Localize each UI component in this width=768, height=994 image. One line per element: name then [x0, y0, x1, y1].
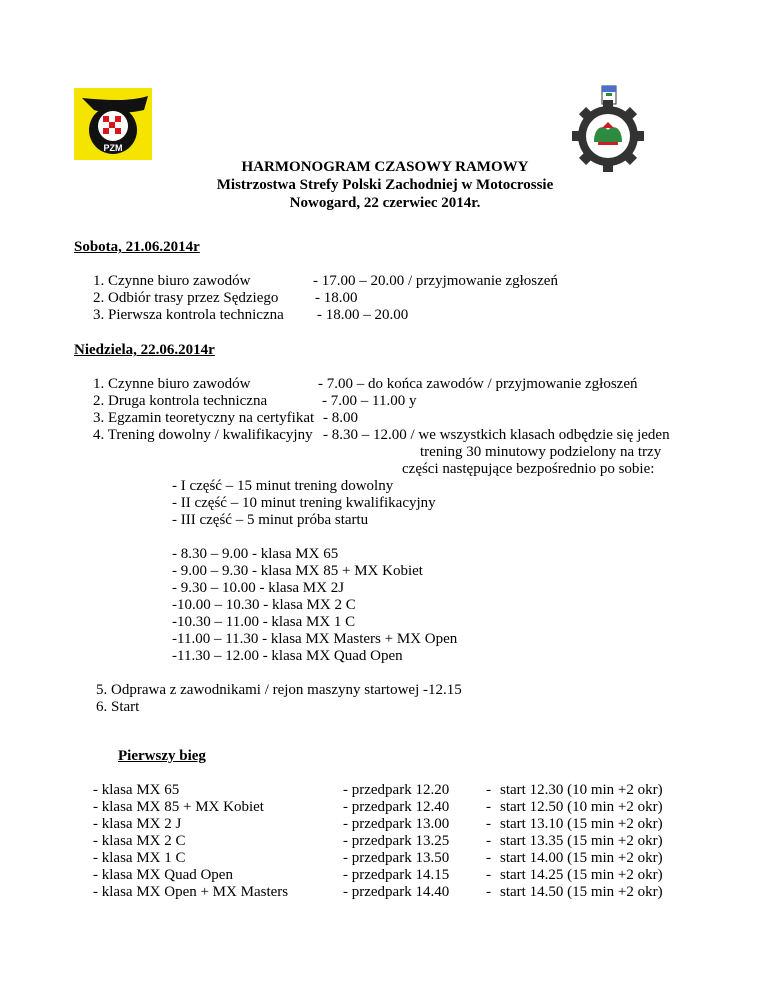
- race-dash: -: [486, 782, 491, 798]
- race-dash: -: [486, 884, 491, 900]
- race-class: - klasa MX Open + MX Masters: [93, 884, 289, 900]
- saturday-item-value: - 18.00 – 20.00: [317, 307, 409, 323]
- saturday-heading: Sobota, 21.06.2014r: [74, 239, 200, 255]
- sunday-item-label: 2. Druga kontrola techniczna: [93, 393, 268, 409]
- race-dash: -: [486, 867, 491, 883]
- race-prepark: - przedpark 14.15: [343, 867, 450, 883]
- saturday-item-label: 1. Czynne biuro zawodów: [93, 273, 251, 289]
- race-start: start 13.10 (15 min +2 okr): [500, 816, 663, 832]
- pzm-logo: [74, 88, 152, 160]
- doc-title: HARMONOGRAM CZASOWY RAMOWY: [241, 159, 529, 175]
- briefing-line: 5. Odprawa z zawodnikami / rejon maszyny startowej -12.15: [96, 682, 462, 698]
- race-class: - klasa MX 1 C: [93, 850, 186, 866]
- sunday-item-label: 3. Egzamin teoretyczny na certyfikat: [93, 410, 315, 426]
- race-class: - klasa MX 85 + MX Kobiet: [93, 799, 264, 815]
- race-dash: -: [486, 833, 491, 849]
- race-prepark: - przedpark 12.40: [343, 799, 450, 815]
- training-schedule-line: - 9.00 – 9.30 - klasa MX 85 + MX Kobiet: [172, 563, 423, 579]
- training-schedule-line: -10.00 – 10.30 - klasa MX 2 C: [172, 597, 356, 613]
- saturday-item-label: 2. Odbiór trasy przez Sędziego: [93, 290, 279, 306]
- race-dash: -: [486, 816, 491, 832]
- race-start: start 14.00 (15 min +2 okr): [500, 850, 663, 866]
- race-prepark: - przedpark 13.00: [343, 816, 450, 832]
- sunday-item-value: - 8.00: [323, 410, 358, 426]
- pzm-logo-text: PZM: [103, 143, 123, 153]
- race-start: start 14.50 (15 min +2 okr): [500, 884, 663, 900]
- race-class: - klasa MX 65: [93, 782, 180, 798]
- saturday-item-value: - 17.00 – 20.00 / przyjmowanie zgłoszeń: [313, 273, 558, 289]
- race-start: start 12.50 (10 min +2 okr): [500, 799, 663, 815]
- race-start: start 13.35 (15 min +2 okr): [500, 833, 663, 849]
- sunday-heading: Niedziela, 22.06.2014r: [74, 342, 215, 358]
- race-start: start 14.25 (15 min +2 okr): [500, 867, 663, 883]
- training-schedule-line: -11.00 – 11.30 - klasa MX Masters + MX Open: [172, 631, 458, 647]
- race-class: - klasa MX Quad Open: [93, 867, 233, 883]
- training-part: - II część – 10 minut trening kwalifikacyjny: [172, 495, 436, 511]
- sunday-item-label: 4. Trening dowolny / kwalifikacyjny: [93, 427, 313, 443]
- race-dash: -: [486, 799, 491, 815]
- document-title-block: [150, 158, 620, 212]
- training-schedule-line: - 9.30 – 10.00 - klasa MX 2J: [172, 580, 345, 596]
- race-prepark: - przedpark 12.20: [343, 782, 450, 798]
- saturday-item-value: - 18.00: [315, 290, 358, 306]
- race-prepark: - przedpark 13.25: [343, 833, 450, 849]
- race-prepark: - przedpark 13.50: [343, 850, 450, 866]
- training-part: - I część – 15 minut trening dowolny: [172, 478, 394, 494]
- doc-place-date: Nowogard, 22 czerwiec 2014r.: [289, 195, 481, 211]
- sunday-item-value: - 7.00 – do końca zawodów / przyjmowanie zgłoszeń: [318, 376, 638, 392]
- race-class: - klasa MX 2 C: [93, 833, 186, 849]
- training-schedule-line: - 8.30 – 9.00 - klasa MX 65: [172, 546, 339, 562]
- saturday-item-label: 3. Pierwsza kontrola techniczna: [93, 307, 284, 323]
- training-part: - III część – 5 minut próba startu: [172, 512, 369, 528]
- start-line: 6. Start: [96, 699, 140, 715]
- race-start: start 12.30 (10 min +2 okr): [500, 782, 663, 798]
- first-race-heading: Pierwszy bieg: [118, 748, 206, 764]
- doc-subtitle: Mistrzostwa Strefy Polski Zachodniej w Motocrossie: [216, 177, 554, 193]
- training-schedule-line: -11.30 – 12.00 - klasa MX Quad Open: [172, 648, 403, 664]
- race-prepark: - przedpark 14.40: [343, 884, 450, 900]
- sunday-item-value: - 8.30 – 12.00 / we wszystkich klasach odbędzie się jeden: [323, 427, 670, 443]
- sunday-item-label: 1. Czynne biuro zawodów: [93, 376, 251, 392]
- race-dash: -: [486, 850, 491, 866]
- training-schedule-line: -10.30 – 11.00 - klasa MX 1 C: [172, 614, 356, 630]
- race-class: - klasa MX 2 J: [93, 816, 182, 832]
- training-description-line: części następujące bezpośrednio po sobie:: [402, 461, 655, 477]
- sunday-item-value: - 7.00 – 11.00 y: [322, 393, 417, 409]
- training-description-line: trening 30 minutowy podzielony na trzy: [420, 444, 662, 460]
